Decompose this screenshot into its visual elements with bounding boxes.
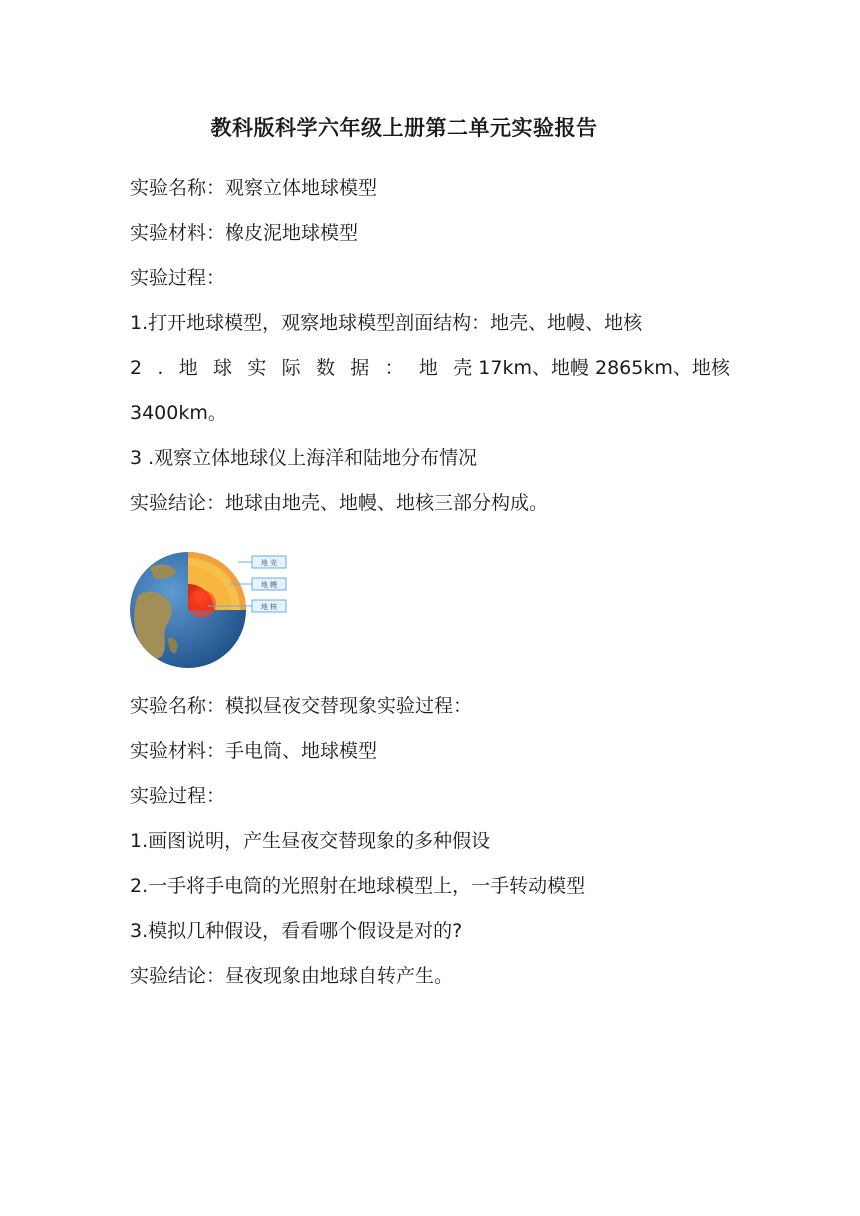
step2-token: . xyxy=(157,357,164,379)
step2-token: 2 xyxy=(130,357,143,379)
experiment1-step2 xyxy=(130,354,730,382)
label-crust: 地 壳 xyxy=(260,559,278,567)
step2-token: 壳 17km、地幔 2865km、地核 xyxy=(453,357,730,379)
experiment2-step1: 1.画图说明，产生昼夜交替现象的多种假设 xyxy=(130,830,491,852)
step2-token: 数 xyxy=(315,357,335,379)
step2-token: 实 xyxy=(247,357,267,379)
label-core: 地 核 xyxy=(260,603,278,611)
step2-token: 际 xyxy=(281,357,301,379)
experiment2-step2: 2.一手将手电筒的光照射在地球模型上，一手转动模型 xyxy=(130,875,586,897)
experiment1-step1: 1.打开地球模型，观察地球模型剖面结构：地壳、地幔、地核 xyxy=(130,312,643,334)
experiment2-materials: 实验材料：手电筒、地球模型 xyxy=(130,740,378,762)
experiment1-name: 实验名称：观察立体地球模型 xyxy=(130,177,378,199)
label-mantle: 地 幔 xyxy=(260,581,278,589)
experiment1-conclusion: 实验结论：地球由地壳、地幔、地核三部分构成。 xyxy=(130,492,549,514)
experiment1-materials: 实验材料：橡皮泥地球模型 xyxy=(130,222,359,244)
experiment1-step2-continuation: 3400km。 xyxy=(130,402,227,424)
experiment1-process-heading: 实验过程： xyxy=(130,267,226,289)
earth-cutaway-illustration xyxy=(128,548,290,672)
experiment2-step3: 3.模拟几种假设，看看哪个假设是对的? xyxy=(130,920,463,942)
experiment2-process-heading: 实验过程： xyxy=(130,785,226,807)
step2-token: 地 xyxy=(418,357,438,379)
step2-token: 球 xyxy=(213,357,233,379)
step2-token: 据 xyxy=(350,357,370,379)
page-title: 教科版科学六年级上册第二单元实验报告 xyxy=(210,116,598,140)
experiment2-name: 实验名称：模拟昼夜交替现象实验过程： xyxy=(130,695,473,717)
step2-token: ： xyxy=(384,357,404,379)
earth-structure-figure xyxy=(128,548,290,672)
experiment1-step3: 3 .观察立体地球仪上海洋和陆地分布情况 xyxy=(130,447,478,469)
step2-token: 地 xyxy=(178,357,198,379)
experiment2-conclusion: 实验结论：昼夜现象由地球自转产生。 xyxy=(130,965,454,987)
